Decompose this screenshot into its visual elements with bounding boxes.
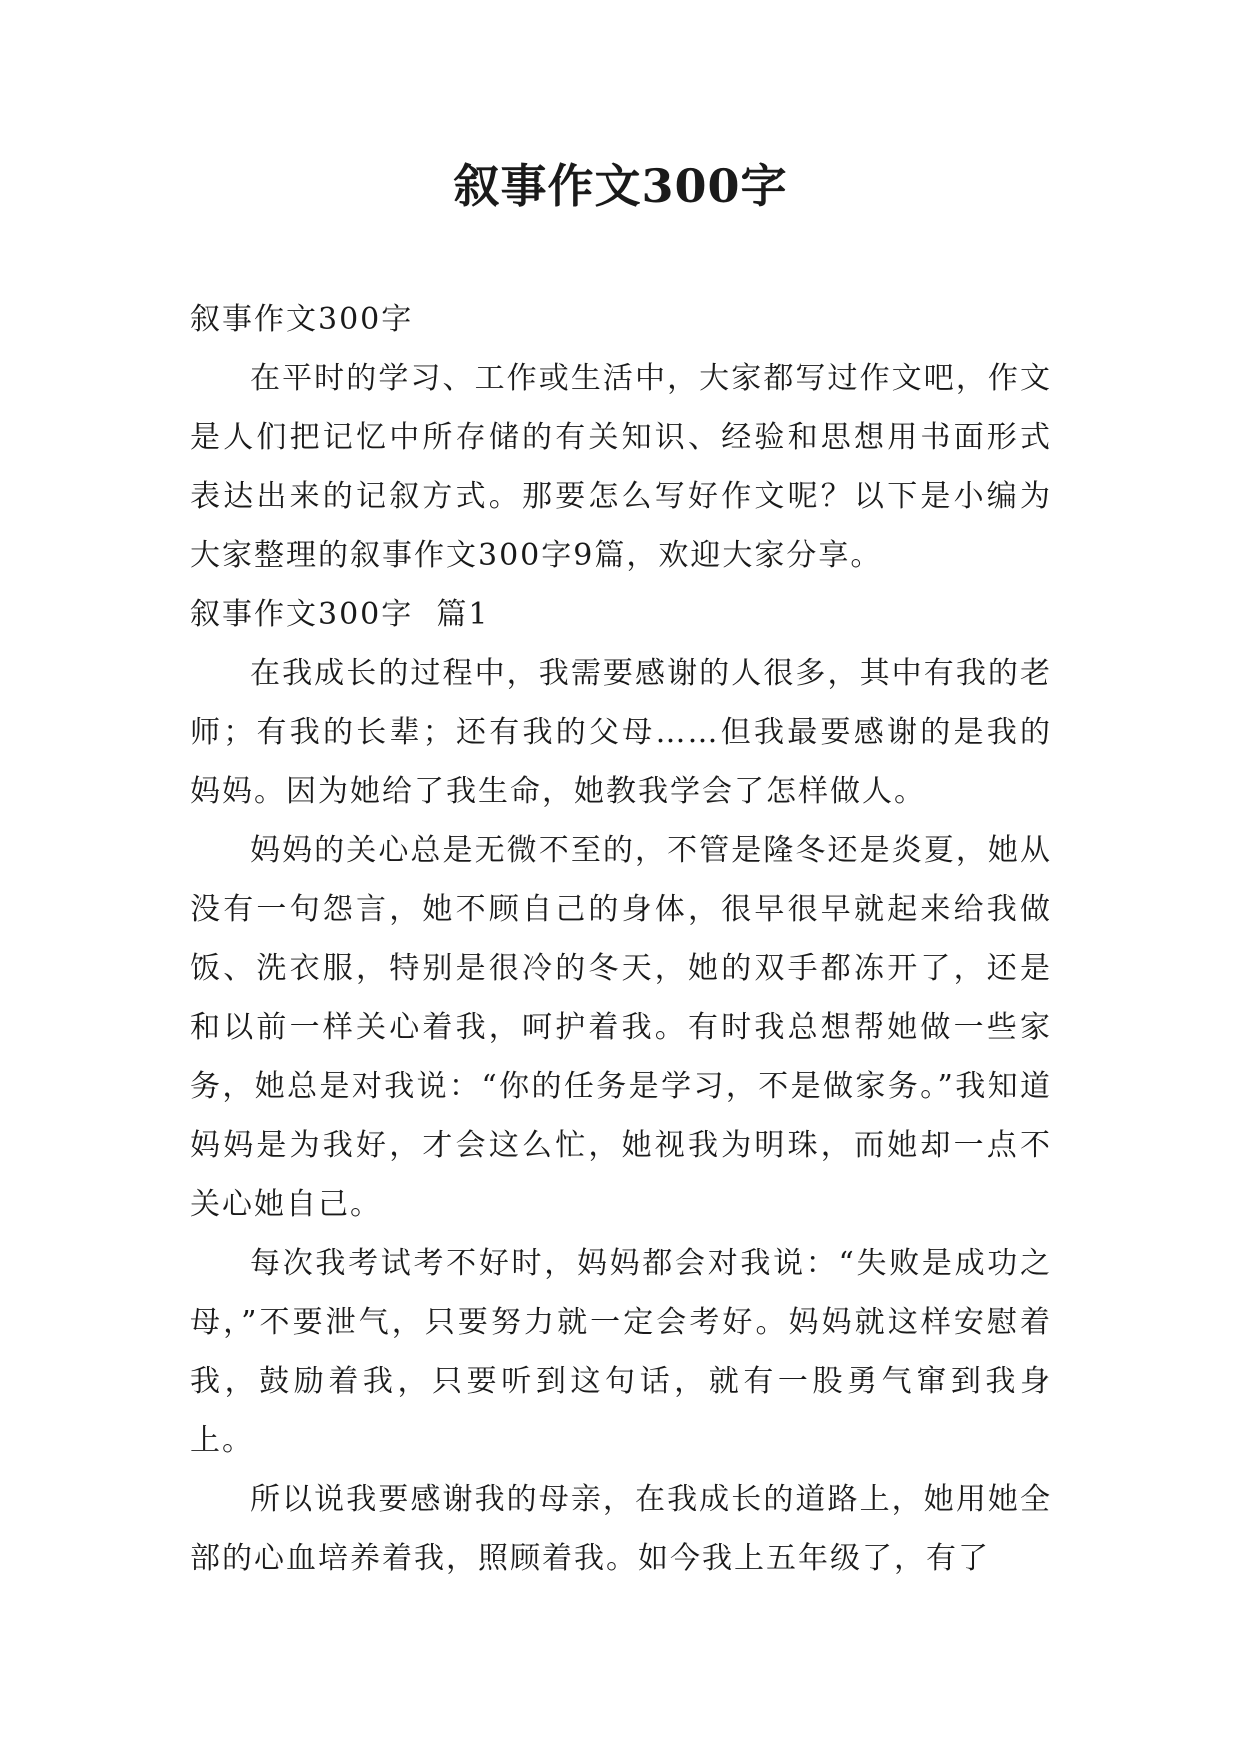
document-heading: 叙事作文300字	[190, 302, 414, 337]
intro-paragraph: 在平时的学习、工作或生活中，大家都写过作文吧，作文是人们把记忆中所存储的有关知识、经验和思想用书面形式表达出来的记叙方式。那要怎么写好作文呢？以下是小编为大家整理的叙事作文300字9篇，欢迎大家分享。	[190, 361, 1052, 573]
body-paragraph: 妈妈的关心总是无微不至的，不管是隆冬还是炎夏，她从没有一句怨言，她不顾自己的身体，很早很早就起来给我做饭、洗衣服，特别是很冷的冬天，她的双手都冻开了，还是和以前一样关心着我，呵护着我。有时我总想帮她做一些家务，她总是对我说：“你的任务是学习，不是做家务。”我知道妈妈是为我好，才会这么忙，她视我为明珠，而她却一点不关心她自己。	[190, 833, 1052, 1222]
document-title: 叙事作文300字	[453, 159, 788, 213]
body-paragraph: 在我成长的过程中，我需要感谢的人很多，其中有我的老师；有我的长辈；还有我的父母……但我最要感谢的是我的妈妈。因为她给了我生命，她教我学会了怎样做人。	[190, 656, 1052, 809]
section-heading: 叙事作文300字 篇1	[190, 597, 490, 632]
body-paragraph: 每次我考试考不好时，妈妈都会对我说：“失败是成功之母，”不要泄气，只要努力就一定会考好。妈妈就这样安慰着我，鼓励着我，只要听到这句话，就有一股勇气窜到我身上。	[190, 1246, 1052, 1458]
body-paragraph: 所以说我要感谢我的母亲，在我成长的道路上，她用她全部的心血培养着我，照顾着我。如今我上五年级了，有了	[190, 1482, 1052, 1576]
document-body	[190, 290, 1052, 1588]
